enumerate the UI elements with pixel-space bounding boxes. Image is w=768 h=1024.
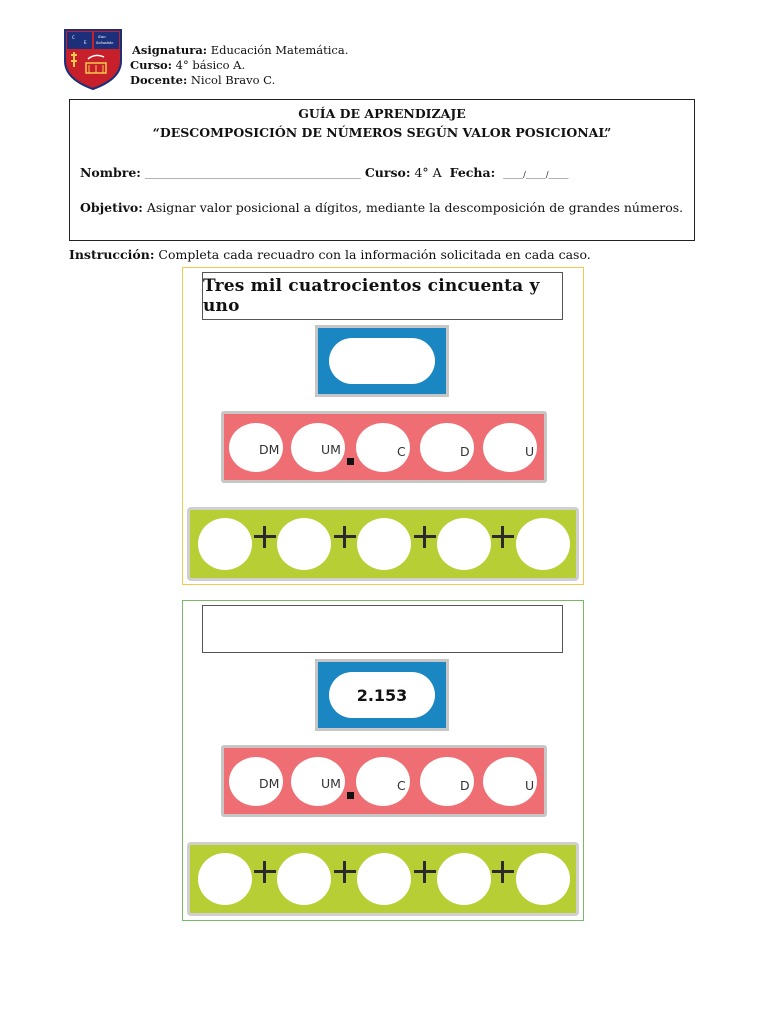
plus-icon (492, 526, 514, 548)
guide-subtitle: “DESCOMPOSICIÓN DE NÚMEROS SEGÚN VALOR POSICIONAL” (152, 125, 612, 140)
docente-label: Docente: (130, 73, 188, 87)
curso-label: Curso: (130, 58, 172, 72)
addend-field[interactable] (198, 518, 252, 570)
number-panel (315, 325, 449, 397)
addend-field[interactable] (357, 853, 411, 905)
place-value-circle[interactable] (229, 757, 283, 806)
docente-value: Nicol Bravo C. (190, 73, 276, 87)
number-answer-field[interactable] (329, 338, 435, 384)
curso-value: 4° básico A. (175, 58, 246, 72)
place-value-circle[interactable] (356, 423, 410, 472)
place-value-label: DM (259, 442, 280, 457)
asignatura-value: Educación Matemática. (210, 43, 349, 57)
guide-title: GUÍA DE APRENDIZAJE (298, 106, 466, 121)
place-value-circle[interactable] (229, 423, 283, 472)
instruction-label: Instrucción: (69, 247, 155, 262)
fecha-label: Fecha: (449, 165, 496, 180)
place-value-circle[interactable] (420, 757, 474, 806)
place-value-label: C (397, 444, 406, 459)
student-info-line (80, 165, 684, 180)
exercise-card-1 (182, 267, 584, 585)
instruction-text: Completa cada recuadro con la información solicitada en cada caso. (158, 247, 591, 262)
course-info (130, 43, 348, 88)
place-value-label: D (460, 778, 470, 793)
svg-text:Sebastián: Sebastián (96, 41, 114, 45)
plus-icon (254, 861, 276, 883)
fecha-field[interactable]: _____/_____/_____ (503, 170, 569, 179)
place-value-panel (221, 411, 547, 483)
plus-icon (492, 861, 514, 883)
place-value-label: UM (321, 776, 341, 791)
number-panel (315, 659, 449, 731)
place-value-label: DM (259, 776, 280, 791)
place-value-circle[interactable] (483, 423, 537, 472)
number-words-box[interactable] (202, 605, 563, 653)
objetivo-text: Asignar valor posicional a dígitos, mediante la descomposición de grandes números. (146, 200, 684, 215)
plus-icon (254, 526, 276, 548)
plus-icon (334, 526, 356, 548)
addend-field[interactable] (357, 518, 411, 570)
nombre-field[interactable]: ______________________________________________________ (144, 170, 361, 179)
place-value-circle[interactable] (483, 757, 537, 806)
place-value-label: UM (321, 442, 341, 457)
place-value-circle[interactable] (291, 423, 345, 472)
decomposition-panel (187, 842, 579, 916)
decomposition-panel (187, 507, 579, 581)
addend-field[interactable] (198, 853, 252, 905)
addend-field[interactable] (437, 853, 491, 905)
addend-field[interactable] (437, 518, 491, 570)
addend-field[interactable] (277, 518, 331, 570)
place-value-circle[interactable] (420, 423, 474, 472)
plus-icon (414, 526, 436, 548)
plus-icon (334, 861, 356, 883)
nombre-label: Nombre: (80, 165, 141, 180)
svg-text:San: San (98, 34, 106, 39)
number-words-box[interactable]: Tres mil cuatrocientos cincuenta y uno (202, 272, 563, 320)
plus-icon (414, 861, 436, 883)
place-value-circle[interactable] (291, 757, 345, 806)
objetivo-label: Objetivo: (80, 200, 143, 215)
curso-field-label: Curso: (364, 165, 411, 180)
place-value-panel (221, 745, 547, 817)
objective (80, 199, 684, 216)
guide-title-box (69, 99, 695, 241)
svg-text:C: C (72, 35, 75, 40)
place-value-label: C (397, 778, 406, 793)
number-value: 2.153 (329, 672, 435, 718)
place-value-label: D (460, 444, 470, 459)
place-value-label: U (525, 444, 535, 459)
svg-text:E: E (84, 40, 87, 45)
addend-field[interactable] (516, 518, 570, 570)
school-crest-logo (62, 27, 124, 91)
thousands-separator-dot (347, 458, 354, 465)
thousands-separator-dot (347, 792, 354, 799)
addend-field[interactable] (516, 853, 570, 905)
curso-field-value: 4° A (414, 165, 442, 180)
place-value-circle[interactable] (356, 757, 410, 806)
exercise-card-2 (182, 600, 584, 921)
place-value-label: U (525, 778, 535, 793)
instruction (69, 247, 591, 262)
addend-field[interactable] (277, 853, 331, 905)
asignatura-label: Asignatura: (132, 43, 208, 57)
